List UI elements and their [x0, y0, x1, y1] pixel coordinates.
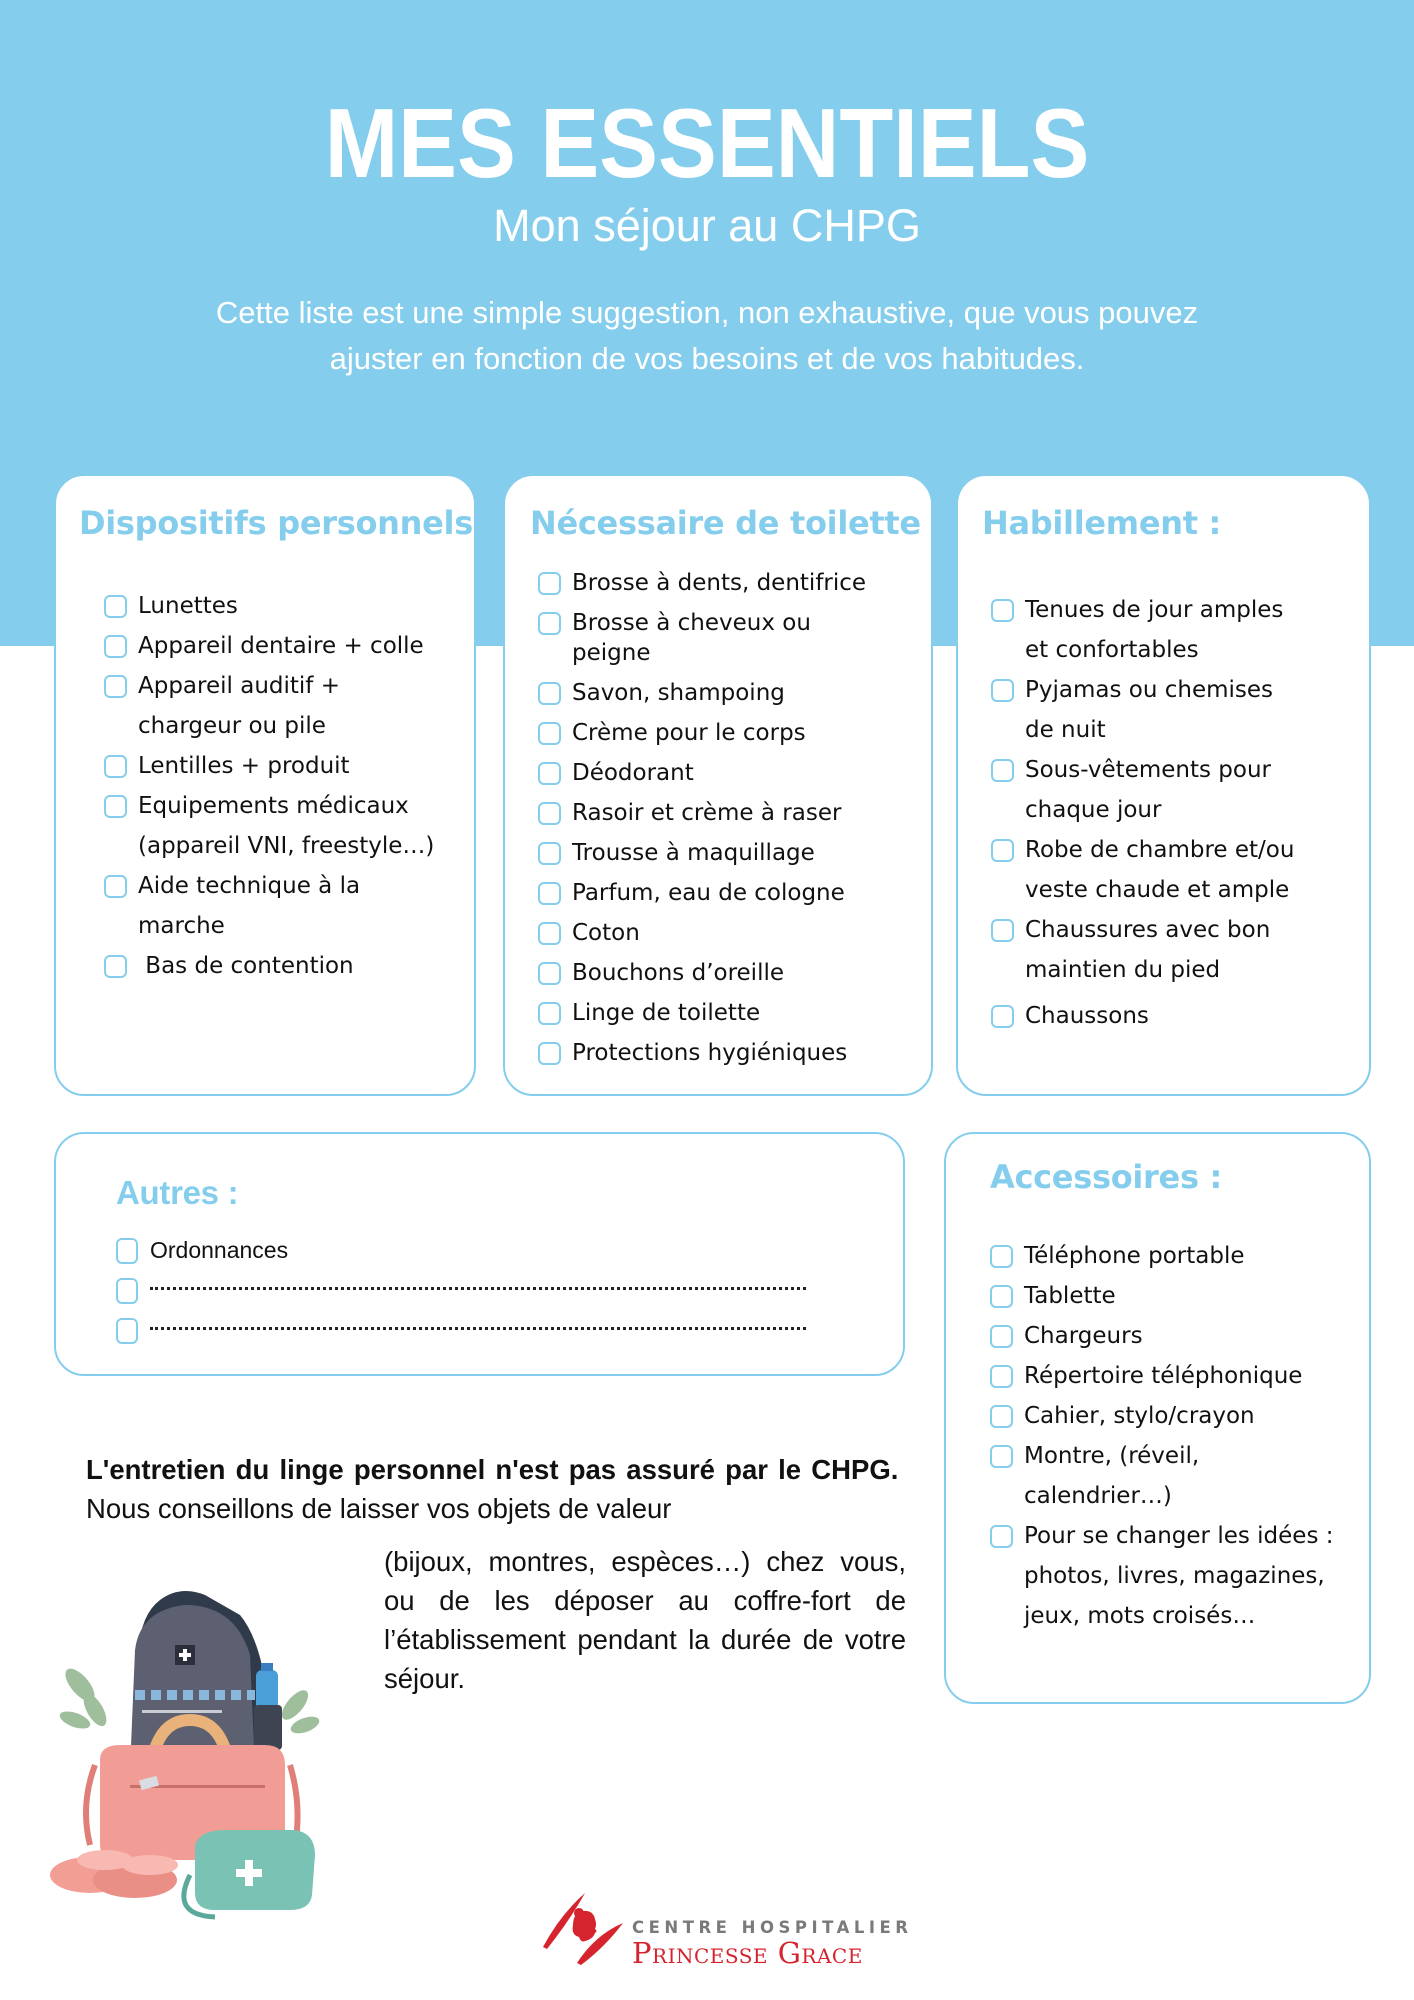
checklist-item[interactable]: Lunettes	[104, 586, 474, 626]
princess-profile-logo-icon	[535, 1885, 625, 1965]
checkbox[interactable]	[538, 802, 561, 825]
checkbox[interactable]	[104, 755, 127, 778]
checkbox[interactable]	[991, 919, 1014, 942]
card-habillement	[956, 474, 1371, 1096]
checkbox[interactable]	[116, 1238, 138, 1264]
notice-bold: L'entretien du linge personnel n'est pas assuré par le CHPG.	[86, 1454, 899, 1485]
checkbox[interactable]	[990, 1245, 1013, 1268]
checkbox[interactable]	[116, 1278, 138, 1304]
checklist-item[interactable]: Ordonnances	[116, 1230, 876, 1270]
checklist-item[interactable]: Parfum, eau de cologne	[538, 878, 928, 908]
checkbox[interactable]	[538, 842, 561, 865]
checklist-item[interactable]: Robe de chambre et/ou veste chaude et ample	[991, 830, 1361, 910]
checkbox[interactable]	[990, 1365, 1013, 1388]
card-autres	[54, 1132, 905, 1376]
checkbox[interactable]	[538, 882, 561, 905]
checklist-item[interactable]: Répertoire téléphonique	[990, 1356, 1365, 1396]
checklist-item[interactable]: Lentilles + produit	[104, 746, 474, 786]
section-title: Autres :	[116, 1174, 239, 1211]
checkbox[interactable]	[990, 1445, 1013, 1468]
checklist-item[interactable]: Déodorant	[538, 758, 928, 788]
checklist-item[interactable]: Bas de contention	[104, 946, 474, 986]
card-necessaire-de-toilette	[503, 474, 945, 1096]
checkbox[interactable]	[538, 722, 561, 745]
checklist-item[interactable]: Montre, (réveil, calendrier…)	[990, 1436, 1365, 1516]
page-subtitle: Mon séjour au CHPG	[493, 200, 921, 251]
checklist	[104, 586, 474, 986]
checklist-item[interactable]: Appareil auditif + chargeur ou pile	[104, 666, 474, 746]
section-title: Dispositifs personnels :	[79, 504, 497, 542]
checklist-item[interactable]: Brosse à dents, dentifrice	[538, 568, 928, 598]
checkbox[interactable]	[990, 1325, 1013, 1348]
checkbox[interactable]	[538, 572, 561, 595]
checkbox[interactable]	[991, 759, 1014, 782]
checklist	[990, 1236, 1365, 1636]
checklist-item[interactable]: Crème pour le corps	[538, 718, 928, 748]
checklist-item[interactable]: Bouchons d’oreille	[538, 958, 928, 988]
intro-text	[150, 290, 1264, 382]
checkbox[interactable]	[538, 682, 561, 705]
checkbox[interactable]	[538, 762, 561, 785]
checkbox[interactable]	[104, 875, 127, 898]
checklist-item[interactable]: Chaussures avec bon maintien du pied	[991, 910, 1361, 990]
checklist	[116, 1230, 876, 1350]
checklist-item[interactable]: Brosse à cheveux ou peigne	[538, 608, 928, 668]
checklist-item[interactable]: Trousse à maquillage	[538, 838, 928, 868]
checkbox[interactable]	[538, 962, 561, 985]
checkbox[interactable]	[538, 1042, 561, 1065]
checkbox[interactable]	[116, 1318, 138, 1344]
checkbox[interactable]	[104, 595, 127, 618]
checklist-item[interactable]: Pour se changer les idées : photos, livres, magazines, jeux, mots croisés…	[990, 1516, 1365, 1636]
checkbox[interactable]	[538, 1002, 561, 1025]
checklist-item[interactable]: Sous-vêtements pour chaque jour	[991, 750, 1361, 830]
section-title: Accessoires :	[990, 1158, 1223, 1196]
page-title: MES ESSENTIELS	[324, 88, 1090, 198]
checkbox[interactable]	[991, 679, 1014, 702]
blank-fill-line[interactable]	[150, 1310, 806, 1330]
checklist-item-blank[interactable]	[116, 1310, 876, 1350]
checklist-item[interactable]: Cahier, stylo/crayon	[990, 1396, 1365, 1436]
checkbox[interactable]	[991, 839, 1014, 862]
intro-line-2: ajuster en fonction de vos besoins et de vos habitudes.	[329, 341, 1085, 376]
hospital-bags-illustration-icon	[40, 1575, 340, 1920]
checkbox[interactable]	[991, 1005, 1014, 1028]
checklist-item[interactable]: Tenues de jour amples et confortables	[991, 590, 1361, 670]
logo-line-1: CENTRE HOSPITALIER	[632, 1918, 913, 1937]
card-accessoires	[944, 1132, 1371, 1704]
section-title: Nécessaire de toilette :	[530, 504, 945, 542]
checklist-item[interactable]: Téléphone portable	[990, 1236, 1365, 1276]
notice-paragraph	[86, 1450, 906, 1528]
checkbox[interactable]	[104, 795, 127, 818]
checklist-item[interactable]: Equipements médicaux (appareil VNI, freestyle…)	[104, 786, 474, 866]
checkbox[interactable]	[990, 1525, 1013, 1548]
checkbox[interactable]	[990, 1405, 1013, 1428]
checkbox[interactable]	[104, 675, 127, 698]
checklist	[538, 568, 928, 1078]
blank-fill-line[interactable]	[150, 1270, 806, 1290]
notice-text-start: Nous conseillons de laisser vos objets de valeur	[86, 1493, 672, 1524]
checklist-item[interactable]: Aide technique à la marche	[104, 866, 474, 946]
checklist-item[interactable]: Chaussons	[991, 996, 1361, 1036]
checklist-item[interactable]: Rasoir et crème à raser	[538, 798, 928, 828]
checkbox[interactable]	[104, 635, 127, 658]
checkbox[interactable]	[538, 612, 561, 635]
checklist-item[interactable]: Pyjamas ou chemises de nuit	[991, 670, 1361, 750]
card-dispositifs-personnels	[54, 474, 497, 1096]
checklist-item[interactable]: Linge de toilette	[538, 998, 928, 1028]
checklist-item[interactable]: Protections hygiéniques	[538, 1038, 928, 1068]
checkbox[interactable]	[538, 922, 561, 945]
checklist-item[interactable]: Coton	[538, 918, 928, 948]
checklist-item[interactable]: Chargeurs	[990, 1316, 1365, 1356]
checkbox[interactable]	[991, 599, 1014, 622]
checklist-item[interactable]: Appareil dentaire + colle	[104, 626, 474, 666]
logo-line-2: Princesse Grace	[632, 1936, 863, 1970]
checklist-item[interactable]: Savon, shampoing	[538, 678, 928, 708]
section-title: Habillement :	[982, 504, 1222, 542]
checkbox[interactable]	[990, 1285, 1013, 1308]
checklist-item-blank[interactable]	[116, 1270, 876, 1310]
checklist-item[interactable]: Tablette	[990, 1276, 1365, 1316]
checklist	[991, 590, 1361, 1036]
hospital-logo	[535, 1885, 915, 1970]
notice-paragraph-continued: (bijoux, montres, espèces…) chez vous, ou de les déposer au coffre-fort de l’établissement pendant la durée de votre séjour.	[384, 1546, 906, 1694]
intro-line-1: Cette liste est une simple suggestion, non exhaustive, que vous pouvez	[215, 295, 1199, 330]
checkbox[interactable]	[104, 955, 127, 978]
